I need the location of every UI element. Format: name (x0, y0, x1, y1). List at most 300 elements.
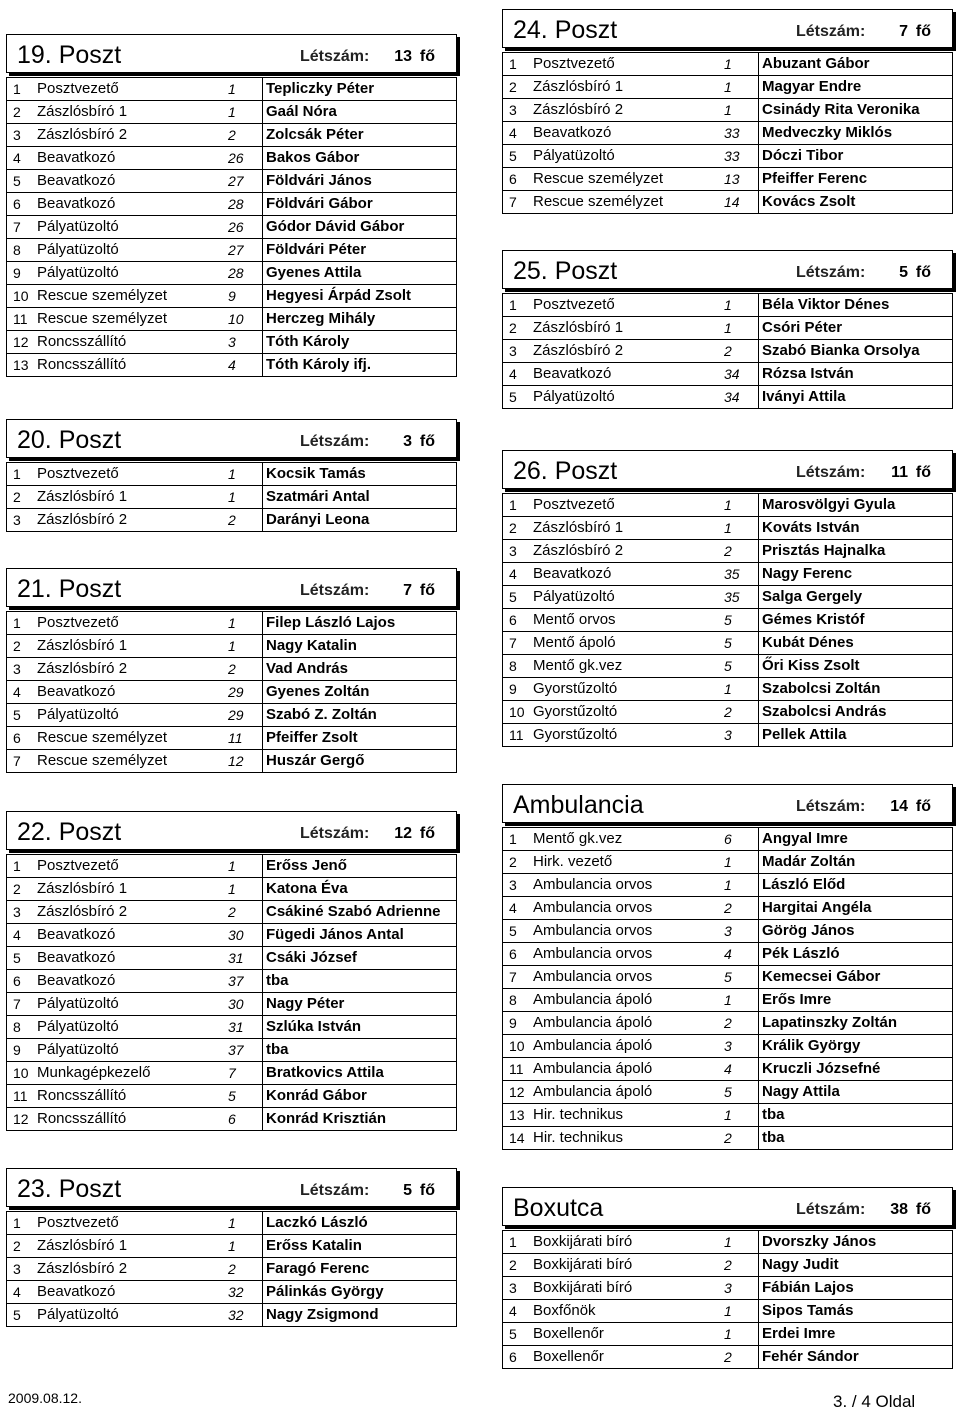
person-name: László Előd (762, 876, 846, 893)
role-cell: Mentő orvos (533, 611, 616, 628)
role-cell: Pályatüzoltó (37, 995, 119, 1012)
table-row (6, 1039, 457, 1062)
role-cell: Posztvezető (533, 496, 615, 513)
role-cell: Mentő gk.vez (533, 830, 623, 847)
row-number: 2 (13, 881, 21, 897)
role-cell: Beavatkozó (533, 565, 612, 582)
person-name: Magyar Endre (762, 78, 862, 95)
person-name: Pellek Attila (762, 726, 847, 743)
table-row (502, 632, 953, 655)
role-cell: Ambulancia orvos (533, 899, 653, 916)
person-name: Pfeiffer Ferenc (762, 170, 868, 187)
role-cell: Zászlósbíró 1 (533, 78, 624, 95)
role-index: 9 (225, 285, 263, 307)
role-cell: Rescue személyzet (37, 310, 168, 327)
role-index: 7 (225, 1062, 263, 1084)
person-name: Zolcsák Péter (266, 126, 364, 143)
role-cell: Pályatüzoltó (533, 147, 615, 164)
person-name: Prisztás Hajnalka (762, 542, 886, 559)
table-row (502, 678, 953, 701)
section-header (6, 419, 457, 458)
row-number: 13 (509, 1107, 525, 1123)
role-cell: Hir. technikus (533, 1129, 624, 1146)
person-name: Králik György (762, 1037, 861, 1054)
row-number: 11 (13, 1088, 28, 1104)
role-index: 2 (225, 1258, 263, 1280)
table-row (502, 340, 953, 363)
role-cell: Zászlósbíró 1 (37, 103, 128, 120)
role-cell: Boxkijárati bíró (533, 1279, 633, 1296)
section-header (502, 450, 953, 489)
staff-table (502, 827, 953, 1150)
role-cell: Posztvezető (533, 296, 615, 313)
person-name: Konrád Gábor (266, 1087, 367, 1104)
staff-table (502, 1230, 953, 1369)
row-number: 7 (13, 996, 21, 1012)
person-name: Pék László (762, 945, 840, 962)
role-cell: Beavatkozó (533, 365, 612, 382)
person-name: Erőss Katalin (266, 1237, 362, 1254)
table-row (502, 1300, 953, 1323)
table-row (6, 170, 457, 193)
row-number: 2 (13, 638, 21, 654)
row-number: 12 (509, 1084, 525, 1100)
headcount-unit: fő (915, 264, 931, 281)
table-row (502, 1012, 953, 1035)
role-cell: Ambulancia orvos (533, 968, 653, 985)
post-section (502, 1187, 953, 1369)
person-name: Kocsik Tamás (266, 465, 366, 482)
table-row (502, 1104, 953, 1127)
footer-date: 2009.08.12. (8, 1390, 82, 1406)
role-index: 5 (721, 632, 759, 654)
role-cell: Rescue személyzet (533, 170, 664, 187)
table-row (6, 216, 457, 239)
role-index: 37 (225, 970, 263, 992)
person-name: Görög János (762, 922, 855, 939)
person-name: Gyenes Attila (266, 264, 362, 281)
row-number: 4 (509, 566, 517, 582)
person-name: tba (762, 1129, 785, 1146)
role-cell: Pályatüzoltó (533, 588, 615, 605)
headcount-unit: fő (419, 48, 435, 65)
row-number: 2 (509, 520, 517, 536)
person-name: Nagy Zsigmond (266, 1306, 379, 1323)
person-name: Katona Éva (266, 880, 348, 897)
section-header (6, 811, 457, 850)
table-row (6, 1235, 457, 1258)
section-title: 19. Poszt (17, 41, 122, 69)
table-row (502, 851, 953, 874)
person-name: Szabolcsi András (762, 703, 887, 720)
role-index: 2 (721, 897, 759, 919)
row-number: 3 (13, 661, 21, 677)
table-row (502, 724, 953, 747)
role-index: 1 (225, 101, 263, 123)
role-cell: Pályatüzoltó (37, 706, 119, 723)
person-name: Tóth Károly (266, 333, 350, 350)
role-index: 2 (721, 540, 759, 562)
role-index: 2 (225, 124, 263, 146)
staff-table (6, 77, 457, 377)
role-index: 31 (225, 1016, 263, 1038)
person-name: Sipos Tamás (762, 1302, 854, 1319)
section-title: 26. Poszt (513, 457, 618, 485)
role-cell: Zászlósbíró 1 (533, 519, 624, 536)
row-number: 5 (509, 148, 517, 164)
person-name: Nagy Judit (762, 1256, 839, 1273)
staff-table (502, 493, 953, 747)
person-name: Laczkó László (266, 1214, 368, 1231)
role-index: 6 (721, 828, 759, 850)
section-header (502, 1187, 953, 1226)
table-row (6, 354, 457, 377)
row-number: 5 (13, 950, 21, 966)
role-index: 2 (721, 1346, 759, 1368)
row-number: 7 (509, 969, 517, 985)
headcount-value: 5 (899, 264, 908, 281)
role-cell: Gyorstűzoltó (533, 726, 618, 743)
person-name: Vad András (266, 660, 348, 677)
post-section (6, 811, 457, 1131)
role-index: 34 (721, 386, 759, 408)
table-row (502, 294, 953, 317)
role-cell: Boxellenőr (533, 1348, 604, 1365)
row-number: 5 (13, 173, 21, 189)
table-row (6, 308, 457, 331)
role-index: 35 (721, 563, 759, 585)
role-index: 4 (721, 1058, 759, 1080)
role-cell: Beavatkozó (37, 972, 116, 989)
table-row (6, 1016, 457, 1039)
row-number: 5 (13, 1307, 21, 1323)
role-index: 5 (721, 655, 759, 677)
role-cell: Boxkijárati bíró (533, 1256, 633, 1273)
role-index: 26 (225, 216, 263, 238)
table-row (6, 262, 457, 285)
role-index: 3 (721, 1035, 759, 1057)
person-name: Kemecsei Gábor (762, 968, 881, 985)
role-cell: Posztvezető (37, 1214, 119, 1231)
headcount-value: 14 (890, 798, 908, 815)
role-index: 32 (225, 1281, 263, 1303)
table-row (6, 124, 457, 147)
role-cell: Beavatkozó (37, 1283, 116, 1300)
headcount-value: 13 (394, 48, 412, 65)
person-name: Földvári János (266, 172, 372, 189)
row-number: 1 (509, 297, 517, 313)
table-row (6, 901, 457, 924)
row-number: 3 (13, 512, 21, 528)
post-section (6, 568, 457, 773)
row-number: 7 (13, 219, 21, 235)
role-cell: Pályatüzoltó (37, 1041, 119, 1058)
role-index: 33 (721, 122, 759, 144)
role-index: 30 (225, 924, 263, 946)
role-cell: Posztvezető (37, 857, 119, 874)
role-cell: Rescue személyzet (37, 752, 168, 769)
person-name: Béla Viktor Dénes (762, 296, 890, 313)
row-number: 6 (509, 612, 517, 628)
section-title: 22. Poszt (17, 818, 122, 846)
row-number: 3 (13, 127, 21, 143)
role-cell: Zászlósbíró 1 (37, 1237, 128, 1254)
row-number: 12 (13, 1111, 29, 1127)
person-name: Csinády Rita Veronika (762, 101, 920, 118)
role-index: 1 (721, 1300, 759, 1322)
row-number: 4 (13, 684, 21, 700)
role-cell: Mentő ápoló (533, 634, 616, 651)
role-index: 2 (225, 658, 263, 680)
section-title: 25. Poszt (513, 257, 618, 285)
row-number: 3 (509, 102, 517, 118)
table-row (6, 750, 457, 773)
headcount-label: Létszám: (796, 1201, 866, 1218)
role-index: 1 (225, 635, 263, 657)
table-row (6, 147, 457, 170)
post-section (502, 9, 953, 214)
role-cell: Zászlósbíró 2 (533, 542, 624, 559)
person-name: Rózsa István (762, 365, 854, 382)
person-name: Hegyesi Árpád Zsolt (266, 287, 412, 304)
row-number: 3 (509, 543, 517, 559)
role-index: 1 (721, 517, 759, 539)
staff-table (6, 611, 457, 773)
row-number: 1 (509, 497, 517, 513)
person-name: Pálinkás György (266, 1283, 384, 1300)
row-number: 6 (13, 730, 21, 746)
section-title: Ambulancia (513, 791, 644, 819)
role-cell: Zászlósbíró 2 (533, 342, 624, 359)
table-row (502, 1231, 953, 1254)
role-cell: Zászlósbíró 2 (533, 101, 624, 118)
row-number: 11 (13, 311, 28, 327)
row-number: 1 (13, 615, 21, 631)
table-row (502, 168, 953, 191)
table-row (502, 701, 953, 724)
role-cell: Boxkijárati bíró (533, 1233, 633, 1250)
section-title: 21. Poszt (17, 575, 122, 603)
role-cell: Posztvezető (37, 465, 119, 482)
role-index: 29 (225, 704, 263, 726)
role-cell: Pályatüzoltó (37, 264, 119, 281)
table-row (502, 1081, 953, 1104)
table-row (502, 609, 953, 632)
row-number: 10 (509, 704, 525, 720)
person-name: Tepliczky Péter (266, 80, 375, 97)
person-name: Nagy Ferenc (762, 565, 853, 582)
table-row (502, 989, 953, 1012)
person-name: Földvári Gábor (266, 195, 373, 212)
row-number: 1 (13, 466, 21, 482)
role-cell: Beavatkozó (533, 124, 612, 141)
role-index: 30 (225, 993, 263, 1015)
row-number: 7 (509, 635, 517, 651)
role-index: 1 (721, 989, 759, 1011)
row-number: 4 (509, 125, 517, 141)
headcount-unit: fő (419, 1182, 435, 1199)
role-index: 11 (225, 727, 263, 749)
role-index: 1 (721, 678, 759, 700)
role-index: 1 (225, 463, 263, 485)
headcount-value: 38 (890, 1201, 908, 1218)
role-cell: Ambulancia ápoló (533, 1037, 653, 1054)
role-cell: Zászlósbíró 1 (37, 637, 128, 654)
table-row (502, 1277, 953, 1300)
role-cell: Zászlósbíró 2 (37, 1260, 128, 1277)
row-number: 5 (509, 389, 517, 405)
footer-page-number: 3. / 4 Oldal (833, 1392, 916, 1411)
role-index: 3 (721, 1277, 759, 1299)
staff-table (502, 52, 953, 214)
row-number: 9 (509, 681, 517, 697)
role-cell: Posztvezető (37, 80, 119, 97)
role-cell: Hir. technikus (533, 1106, 624, 1123)
person-name: Dóczi Tibor (762, 147, 844, 164)
section-title: Boxutca (513, 1194, 604, 1222)
row-number: 1 (509, 1234, 517, 1250)
role-index: 33 (721, 145, 759, 167)
row-number: 2 (13, 104, 21, 120)
role-cell: Ambulancia ápoló (533, 1060, 653, 1077)
table-row (502, 966, 953, 989)
table-row (502, 1254, 953, 1277)
role-index: 14 (721, 191, 759, 213)
role-index: 2 (721, 1012, 759, 1034)
headcount-label: Létszám: (300, 825, 370, 842)
section-title: 23. Poszt (17, 1175, 122, 1203)
person-name: tba (266, 972, 289, 989)
table-row (502, 586, 953, 609)
person-name: Gaál Nóra (266, 103, 337, 120)
headcount-unit: fő (915, 1201, 931, 1218)
headcount-label: Létszám: (796, 464, 866, 481)
role-index: 12 (225, 750, 263, 772)
role-index: 1 (225, 878, 263, 900)
role-cell: Roncsszállító (37, 1087, 127, 1104)
section-title: 24. Poszt (513, 16, 618, 44)
role-index: 1 (721, 874, 759, 896)
row-number: 1 (13, 81, 21, 97)
role-index: 2 (225, 901, 263, 923)
row-number: 3 (13, 904, 21, 920)
role-cell: Roncsszállító (37, 1110, 127, 1127)
post-section (502, 784, 953, 1150)
role-cell: Hirk. vezető (533, 853, 613, 870)
row-number: 5 (509, 1326, 517, 1342)
row-number: 13 (13, 357, 29, 373)
table-row (502, 897, 953, 920)
headcount-label: Létszám: (796, 23, 866, 40)
role-cell: Beavatkozó (37, 926, 116, 943)
person-name: Fügedi János Antal (266, 926, 404, 943)
role-cell: Ambulancia orvos (533, 876, 653, 893)
person-name: Nagy Attila (762, 1083, 840, 1100)
person-name: Medveczky Miklós (762, 124, 893, 141)
table-row (502, 1127, 953, 1150)
person-name: Dvorszky János (762, 1233, 877, 1250)
headcount-unit: fő (419, 433, 435, 450)
role-index: 1 (721, 494, 759, 516)
role-cell: Zászlósbíró 2 (37, 660, 128, 677)
role-cell: Munkagépkezelő (37, 1064, 151, 1081)
person-name: Kováts István (762, 519, 860, 536)
table-row (6, 509, 457, 532)
role-index: 2 (721, 340, 759, 362)
table-row (502, 386, 953, 409)
section-header (502, 9, 953, 48)
table-row (502, 99, 953, 122)
row-number: 1 (509, 831, 517, 847)
role-index: 2 (225, 509, 263, 531)
role-index: 29 (225, 681, 263, 703)
person-name: Salga Gergely (762, 588, 863, 605)
row-number: 7 (13, 753, 21, 769)
row-number: 10 (13, 1065, 29, 1081)
headcount-value: 5 (403, 1182, 412, 1199)
table-row (6, 1212, 457, 1235)
role-cell: Roncsszállító (37, 356, 127, 373)
headcount-label: Létszám: (300, 433, 370, 450)
role-cell: Pályatüzoltó (37, 1306, 119, 1323)
table-row (502, 191, 953, 214)
post-section (6, 34, 457, 377)
role-index: 5 (225, 1085, 263, 1107)
role-index: 5 (721, 609, 759, 631)
table-row (6, 463, 457, 486)
row-number: 6 (13, 196, 21, 212)
table-row (502, 145, 953, 168)
table-row (502, 363, 953, 386)
role-cell: Ambulancia ápoló (533, 1014, 653, 1031)
role-index: 4 (721, 943, 759, 965)
role-index: 27 (225, 239, 263, 261)
role-index: 1 (721, 1323, 759, 1345)
person-name: Marosvölgyi Gyula (762, 496, 896, 513)
table-row (6, 924, 457, 947)
row-number: 5 (509, 589, 517, 605)
role-cell: Beavatkozó (37, 149, 116, 166)
role-index: 13 (721, 168, 759, 190)
row-number: 4 (13, 150, 21, 166)
person-name: Herczeg Mihály (266, 310, 376, 327)
role-index: 1 (721, 53, 759, 75)
role-cell: Posztvezető (37, 614, 119, 631)
role-cell: Gyorstűzoltó (533, 680, 618, 697)
row-number: 4 (13, 1284, 21, 1300)
role-cell: Boxfőnök (533, 1302, 596, 1319)
role-index: 27 (225, 170, 263, 192)
table-row (6, 239, 457, 262)
headcount-value: 7 (899, 23, 908, 40)
role-cell: Pályatüzoltó (37, 241, 119, 258)
role-cell: Beavatkozó (37, 172, 116, 189)
row-number: 14 (509, 1130, 525, 1146)
headcount-unit: fő (915, 798, 931, 815)
role-index: 1 (721, 99, 759, 121)
person-name: Erőss Jenő (266, 857, 347, 874)
table-row (502, 494, 953, 517)
headcount-label: Létszám: (300, 582, 370, 599)
person-name: Kruczli Józsefné (762, 1060, 881, 1077)
person-name: Huszár Gergő (266, 752, 365, 769)
table-row (6, 1062, 457, 1085)
table-row (6, 635, 457, 658)
headcount-unit: fő (419, 582, 435, 599)
role-index: 2 (721, 1254, 759, 1276)
headcount-unit: fő (419, 825, 435, 842)
table-row (6, 993, 457, 1016)
